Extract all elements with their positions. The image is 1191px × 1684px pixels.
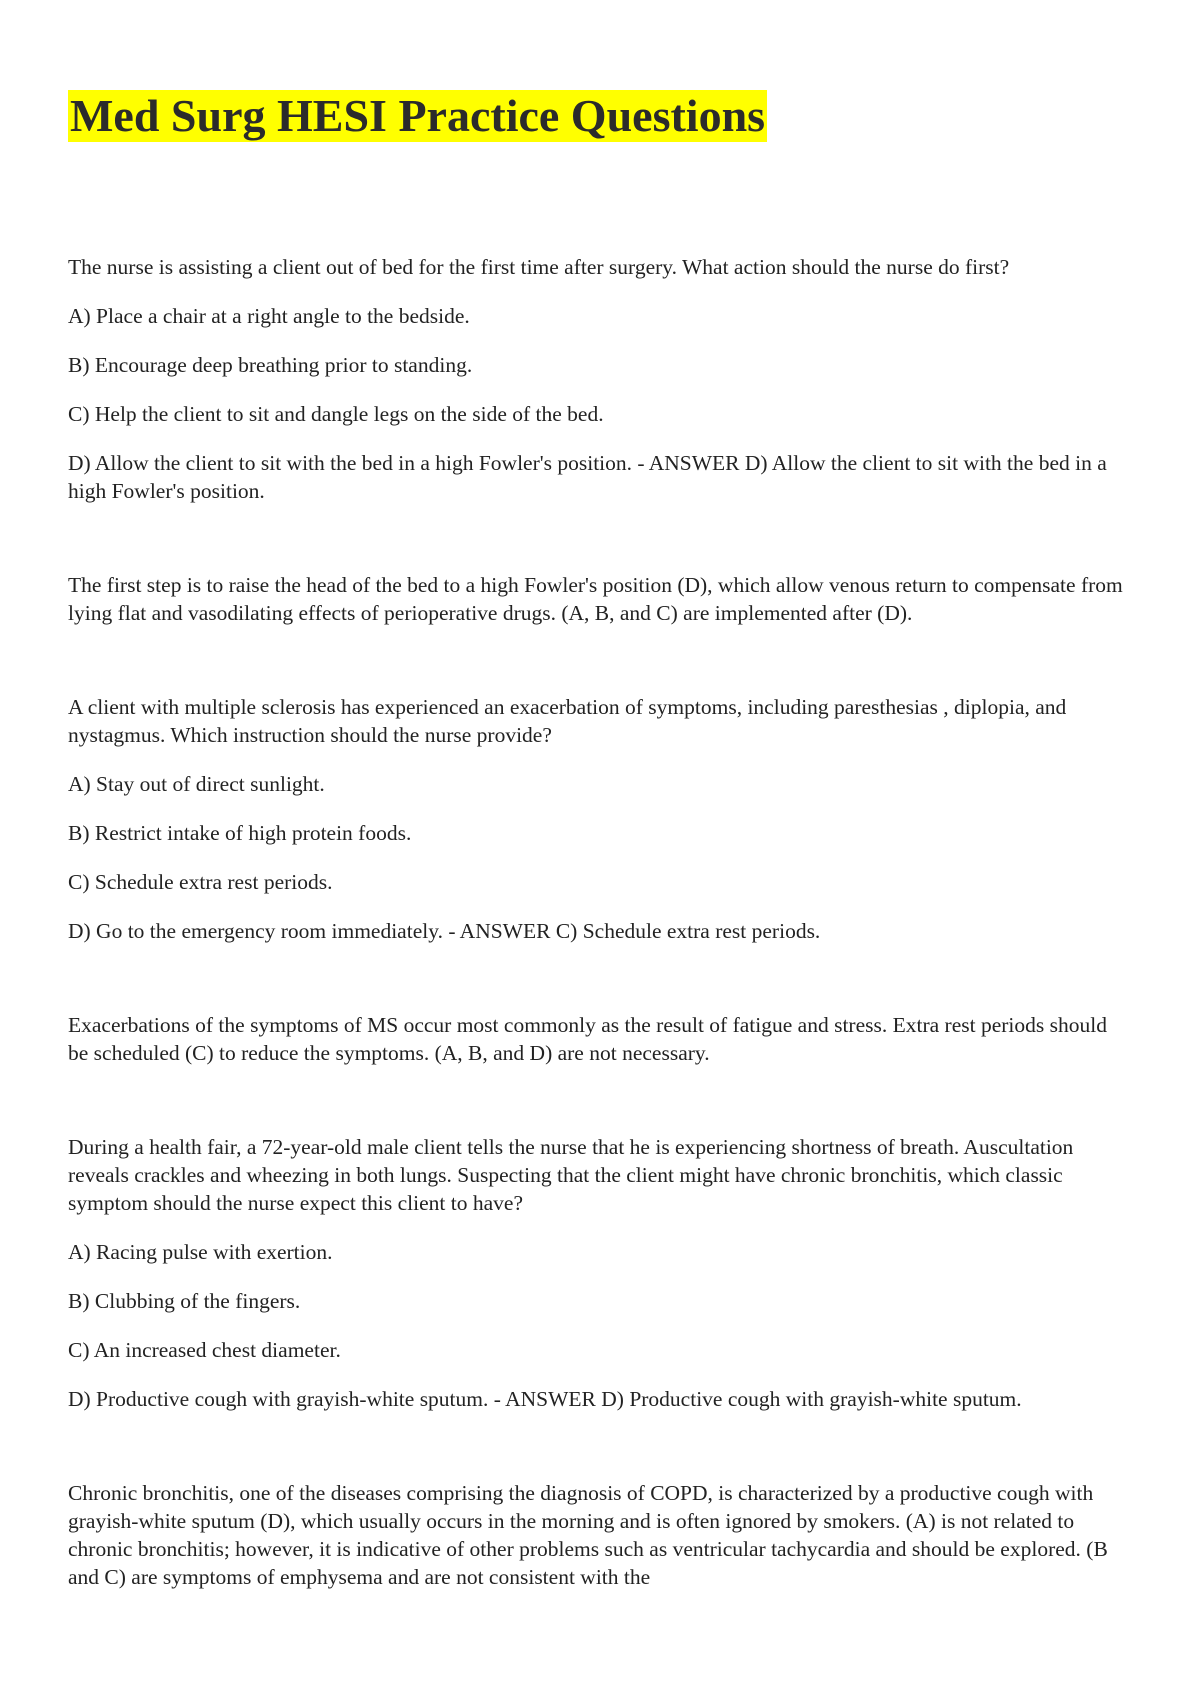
answer-option: B) Encourage deep breathing prior to standing. <box>68 353 473 377</box>
answer-option: A) Stay out of direct sunlight. <box>68 772 325 796</box>
question-stem: During a health fair, a 72-year-old male client tells the nurse that he is experiencing shortness of breath. Auscultation reveals crackles and wheezing in both lungs. Suspecting that the client might have chronic bronchitis, which classic symptom should the nurse expect this client to have? <box>68 1135 1074 1215</box>
title-container <box>68 90 767 142</box>
document-content <box>68 253 1128 1591</box>
question-block <box>68 1133 1128 1591</box>
question-stem: A client with multiple sclerosis has experienced an exacerbation of symptoms, including paresthesias , diplopia, and nystagmus. Which instruction should the nurse provide? <box>68 695 1067 747</box>
answer-option-with-answer: D) Go to the emergency room immediately. - ANSWER C) Schedule extra rest periods. <box>68 919 821 943</box>
question-block <box>68 253 1128 693</box>
answer-option: A) Racing pulse with exertion. <box>68 1240 333 1264</box>
answer-option: A) Place a chair at a right angle to the bedside. <box>68 304 470 328</box>
answer-option: C) Help the client to sit and dangle legs on the side of the bed. <box>68 402 604 426</box>
question-stem: The nurse is assisting a client out of bed for the first time after surgery. What action should the nurse do first? <box>68 255 1010 279</box>
answer-option: C) Schedule extra rest periods. <box>68 870 333 894</box>
rationale: The first step is to raise the head of the bed to a high Fowler's position (D), which allow venous return to compensate from lying flat and vasodilating effects of perioperative drugs. (A, B, and C) are implemented after (D). <box>68 573 1123 625</box>
question-block <box>68 693 1128 1133</box>
answer-option-with-answer: D) Allow the client to sit with the bed in a high Fowler's position. - ANSWER D) Allow the client to sit with the bed in a high Fowler's position. <box>68 451 1107 503</box>
page-title: Med Surg HESI Practice Questions <box>70 90 766 141</box>
rationale: Chronic bronchitis, one of the diseases comprising the diagnosis of COPD, is characterized by a productive cough with grayish-white sputum (D), which usually occurs in the morning and is often ignored by smokers. (A) is not related to chronic bronchitis; however, it is indicative of other problems such as ventricular tachycardia and should be explored. (B and C) are symptoms of emphysema and are not consistent with the <box>68 1481 1108 1589</box>
answer-option: B) Clubbing of the fingers. <box>68 1289 301 1313</box>
rationale: Exacerbations of the symptoms of MS occur most commonly as the result of fatigue and stress. Extra rest periods should be scheduled (C) to reduce the symptoms. (A, B, and D) are not necessary. <box>68 1013 1107 1065</box>
answer-option: C) An increased chest diameter. <box>68 1338 341 1362</box>
answer-option: B) Restrict intake of high protein foods. <box>68 821 412 845</box>
answer-option-with-answer: D) Productive cough with grayish-white sputum. - ANSWER D) Productive cough with grayish-white sputum. <box>68 1387 1022 1411</box>
